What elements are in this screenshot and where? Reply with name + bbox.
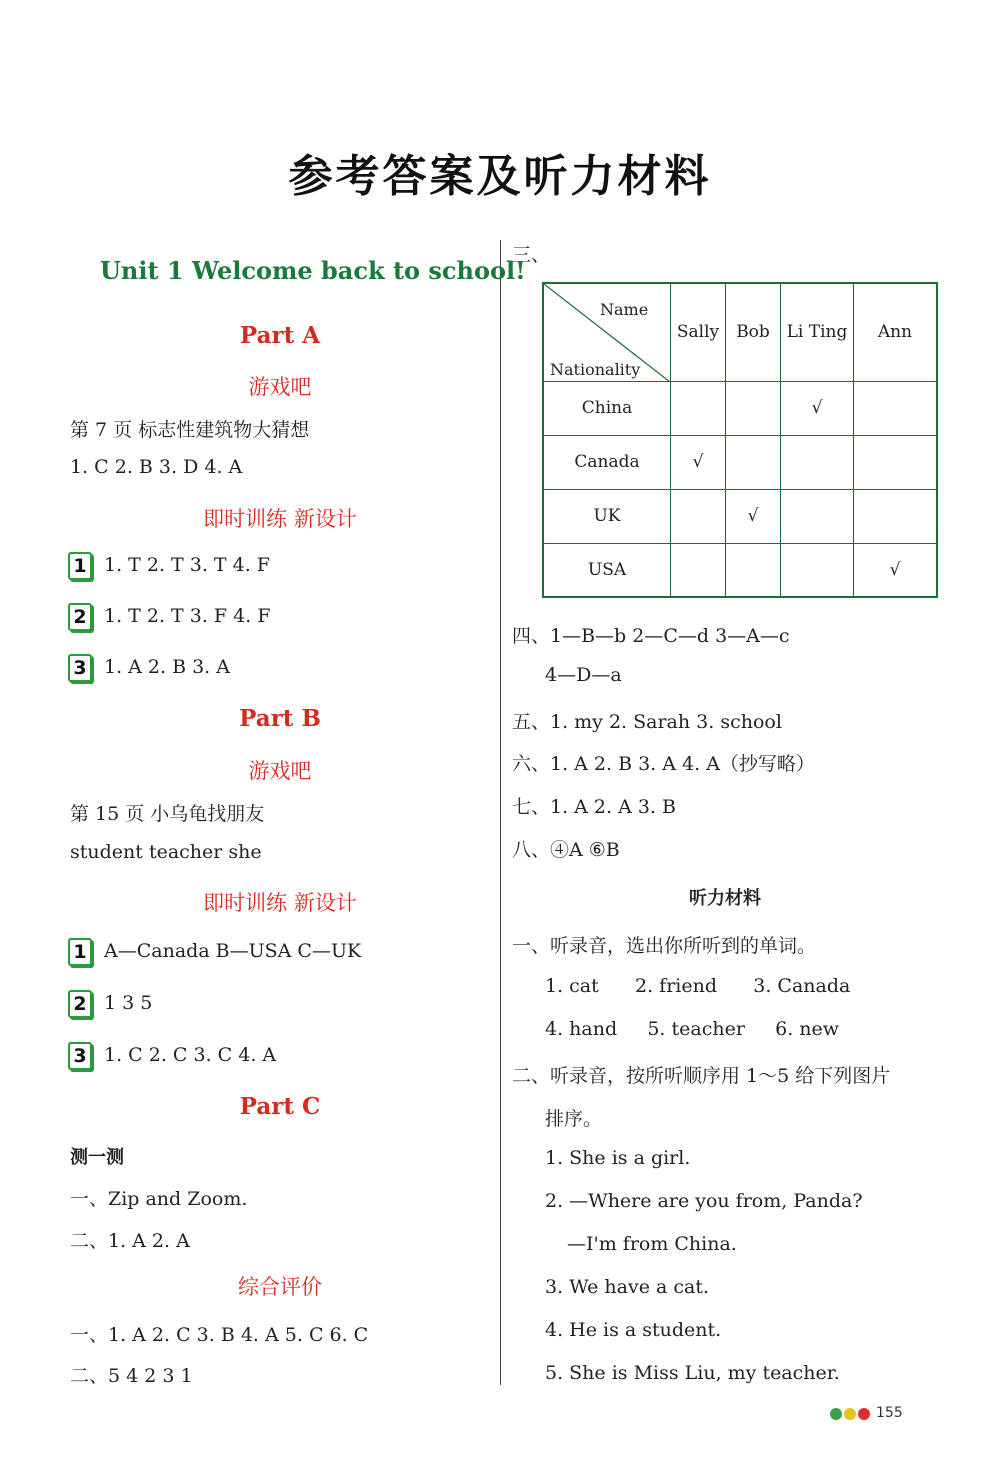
check-cell (726, 381, 781, 435)
exercise-number-badge: 1 (68, 552, 92, 580)
header-name-label: Name (600, 300, 649, 319)
answer-line: 4—D—a (545, 664, 622, 686)
exercise-number-badge: 1 (68, 938, 92, 966)
check-cell (854, 435, 938, 489)
listening-line: 3. We have a cat. (545, 1276, 710, 1298)
part-c-heading: Part C (239, 1093, 321, 1120)
listening-line: 1. cat 2. friend 3. Canada (545, 975, 851, 997)
page7-answers: 1. C 2. B 3. D 4. A (70, 456, 243, 478)
header-nationality-label: Nationality (550, 360, 641, 379)
check-cell (781, 435, 854, 489)
check-cell: √ (781, 381, 854, 435)
game-heading-a: 游戏吧 (248, 375, 312, 399)
listening-line: 二、听录音，按所听顺序用 1～5 给下列图片 (512, 1065, 891, 1087)
check-cell: √ (671, 435, 726, 489)
exercise-number-badge: 2 (68, 990, 92, 1018)
exercise-number-badge: 2 (68, 603, 92, 631)
answer-line: 1 3 5 (104, 992, 153, 1014)
page-number-decoration (830, 1405, 910, 1423)
section-three-label: 三、 (512, 244, 551, 266)
answer-line: 1. T 2. T 3. F 4. F (104, 605, 271, 627)
column-header: Bob (726, 283, 781, 381)
answer-line: 1. C 2. C 3. C 4. A (104, 1044, 277, 1066)
row-label: Canada (543, 435, 671, 489)
answer-line: 1. T 2. T 3. T 4. F (104, 554, 270, 576)
evaluation-heading: 综合评价 (238, 1275, 322, 1299)
exercise-number-badge: 3 (68, 654, 92, 682)
row-label: USA (543, 543, 671, 597)
row-label: China (543, 381, 671, 435)
training-heading-a: 即时训练 新设计 (203, 507, 357, 531)
training-heading-b: 即时训练 新设计 (203, 891, 357, 915)
listening-heading: 听力材料 (689, 888, 761, 909)
column-divider (500, 240, 501, 1385)
listening-line: 4. hand 5. teacher 6. new (545, 1018, 840, 1040)
check-cell: √ (726, 489, 781, 543)
test-heading: 测一测 (70, 1147, 124, 1168)
answer-line: A—Canada B—USA C—UK (104, 940, 362, 962)
check-cell (726, 543, 781, 597)
page15-answers: student teacher she (70, 841, 262, 863)
listening-line: 1. She is a girl. (545, 1147, 691, 1169)
column-header: Sally (671, 283, 726, 381)
listening-line: 排序。 (545, 1108, 603, 1130)
answer-line: 七、1. A 2. A 3. B (512, 796, 676, 818)
check-cell (781, 543, 854, 597)
part-b-heading: Part B (239, 705, 321, 732)
yellow-dot-icon (844, 1408, 856, 1420)
check-cell (671, 489, 726, 543)
part-a-heading: Part A (239, 322, 321, 349)
exercise-number-badge: 3 (68, 1042, 92, 1070)
game-heading-b: 游戏吧 (248, 759, 312, 783)
page-number: 155 (876, 1405, 903, 1421)
answer-line: 一、1. A 2. C 3. B 4. A 5. C 6. C (70, 1324, 369, 1346)
check-cell (854, 489, 938, 543)
unit-title: Unit 1 Welcome back to school! (100, 256, 526, 285)
table-corner-cell (543, 283, 671, 381)
answer-line: 1. A 2. B 3. A (104, 656, 230, 678)
page7-label: 第 7 页 标志性建筑物大猜想 (70, 419, 310, 441)
row-label: UK (543, 489, 671, 543)
red-dot-icon (858, 1408, 870, 1420)
check-cell (854, 381, 938, 435)
answer-line: 八、④A ⑥B (512, 839, 620, 861)
green-dot-icon (830, 1408, 842, 1420)
listening-line: 2. —Where are you from, Panda? (545, 1190, 863, 1212)
check-cell (781, 489, 854, 543)
answer-line: 四、1—B—b 2—C—d 3—A—c (512, 625, 790, 647)
listening-line: 4. He is a student. (545, 1319, 722, 1341)
listening-line: 一、听录音，选出你所听到的单词。 (512, 935, 817, 957)
answer-line: 二、1. A 2. A (70, 1230, 190, 1252)
check-cell (726, 435, 781, 489)
column-header: Li Ting (781, 283, 854, 381)
page-title: 参考答案及听力材料 (288, 151, 712, 202)
answer-line: 一、Zip and Zoom. (70, 1188, 248, 1210)
nationality-table (542, 282, 938, 598)
column-header: Ann (854, 283, 938, 381)
answer-line: 五、1. my 2. Sarah 3. school (512, 711, 782, 733)
page15-label: 第 15 页 小乌龟找朋友 (70, 803, 265, 825)
check-cell (671, 543, 726, 597)
check-cell (671, 381, 726, 435)
listening-line: —I'm from China. (567, 1233, 737, 1255)
listening-line: 5. She is Miss Liu, my teacher. (545, 1362, 840, 1384)
answer-line: 二、5 4 2 3 1 (70, 1365, 193, 1387)
check-cell: √ (854, 543, 938, 597)
answer-line: 六、1. A 2. B 3. A 4. A（抄写略） (512, 753, 815, 775)
